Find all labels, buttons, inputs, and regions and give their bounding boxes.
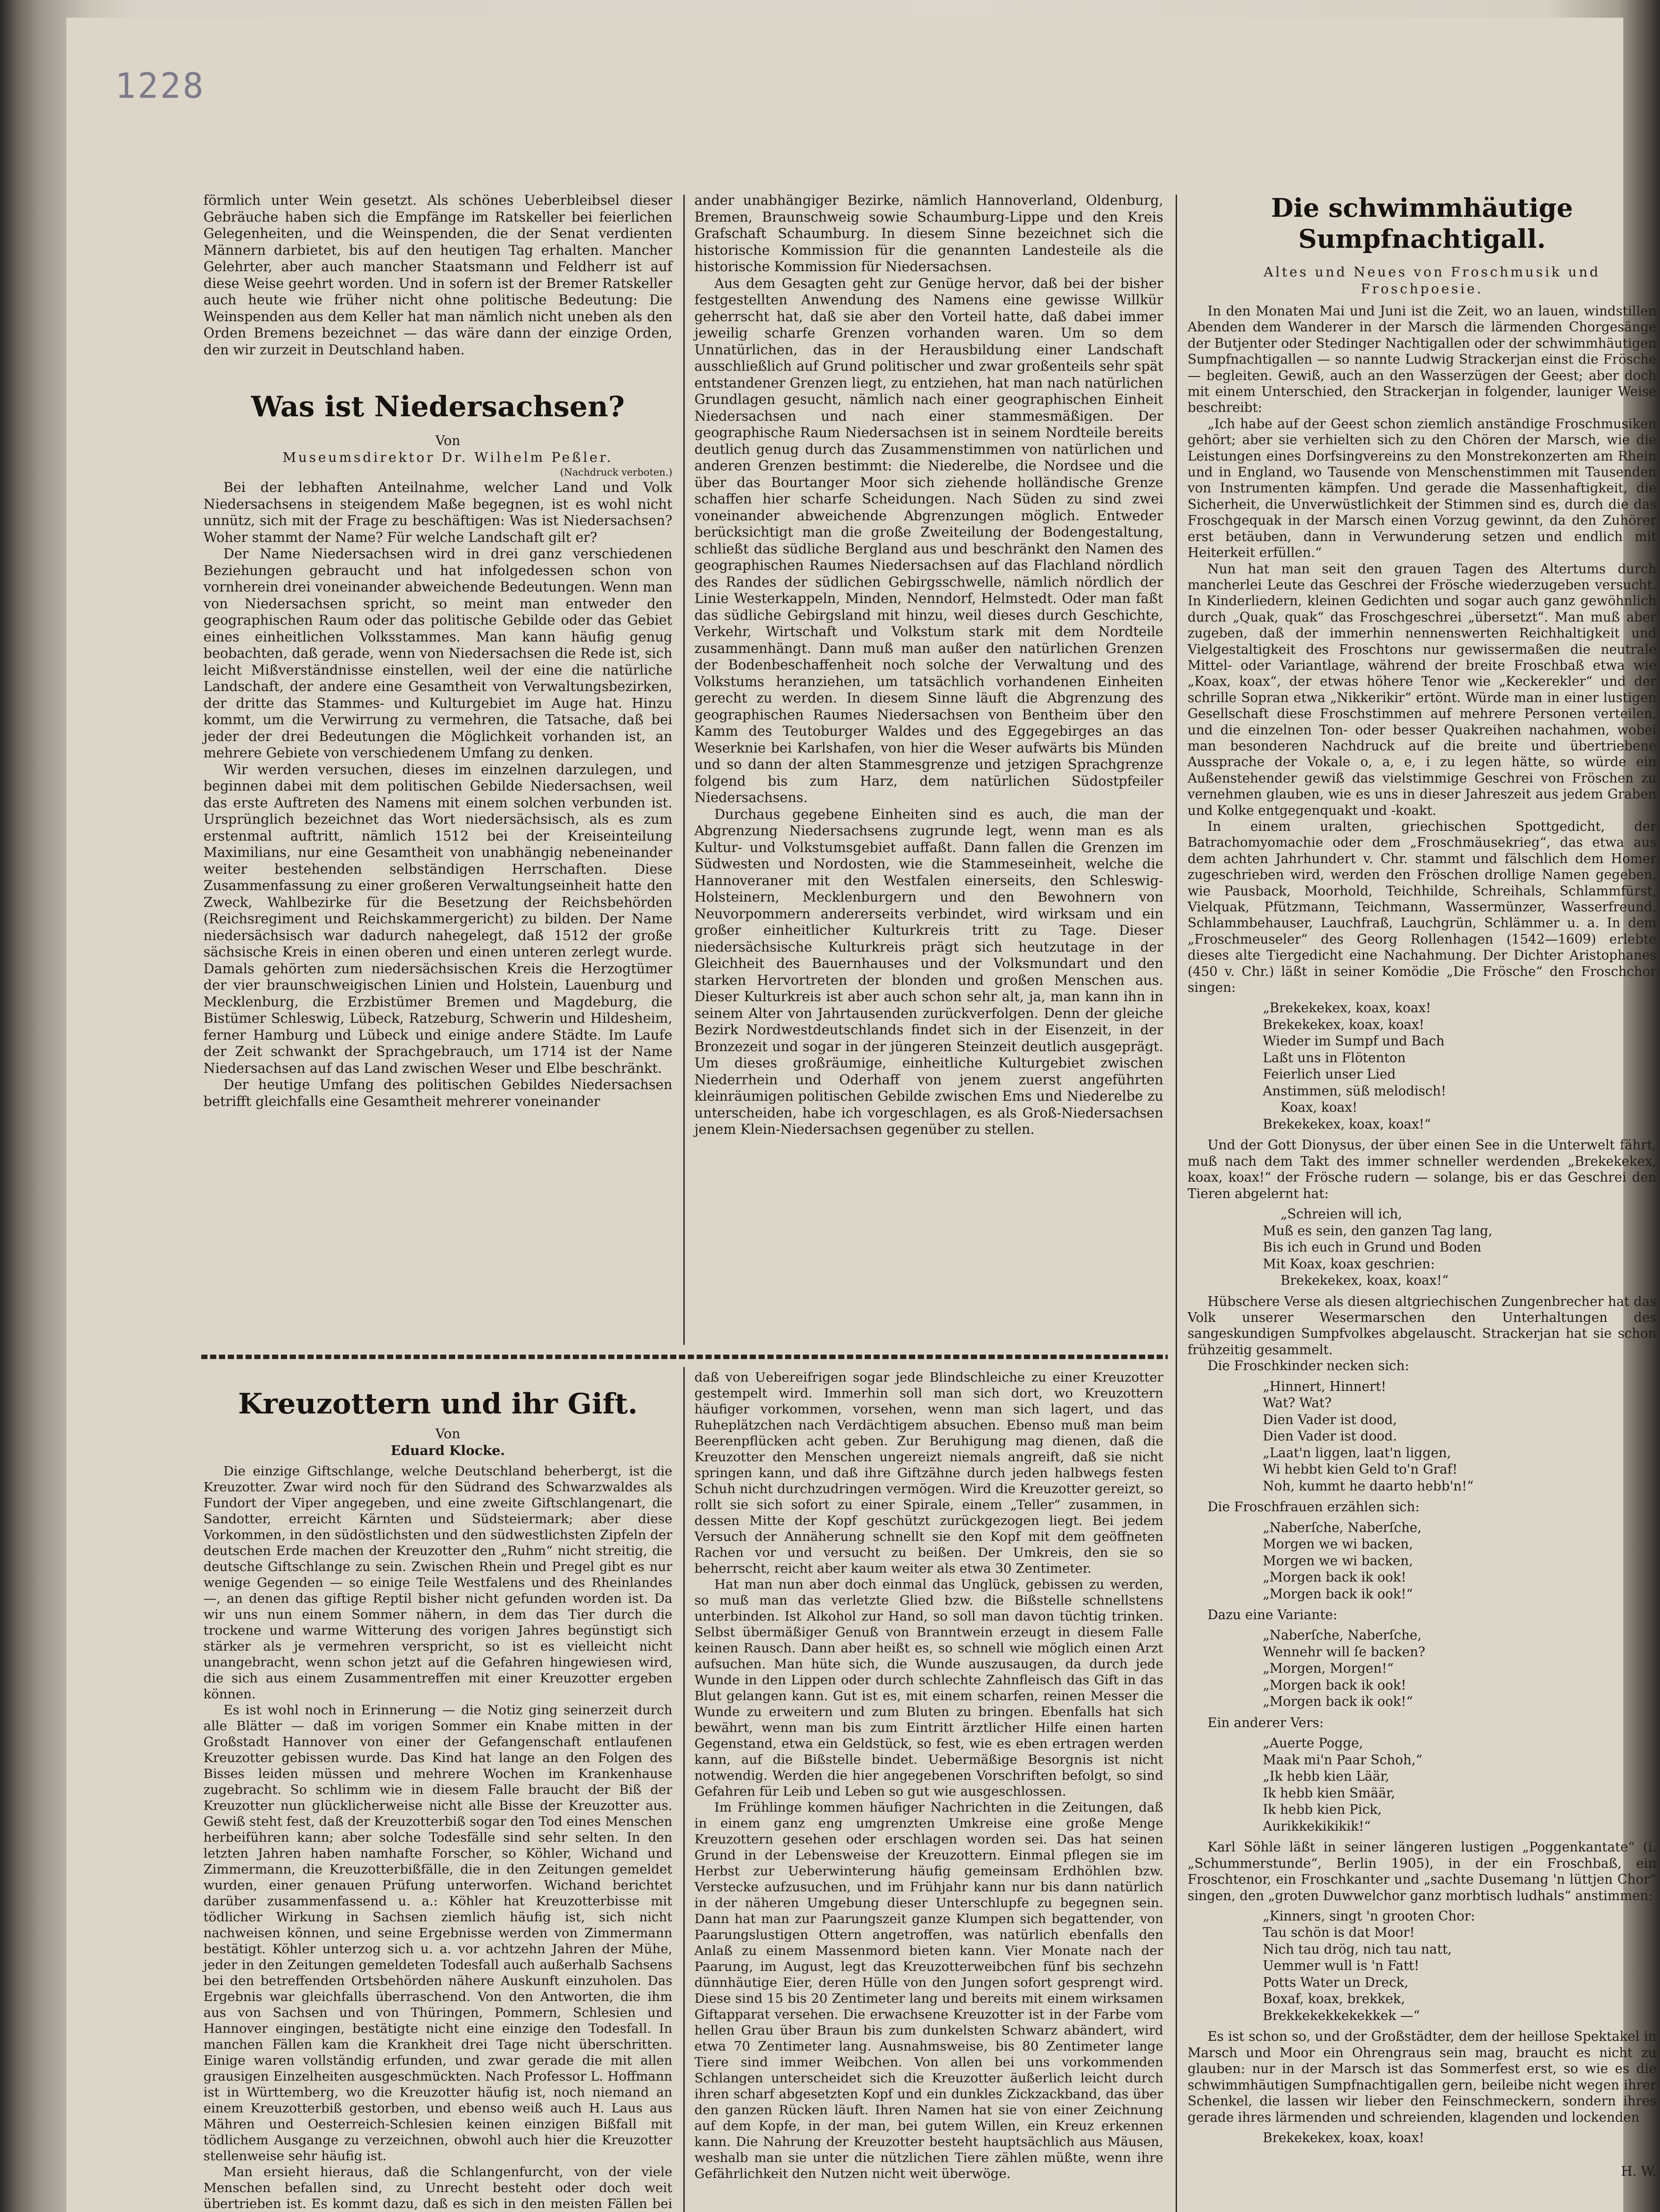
column-divider <box>683 195 685 1345</box>
paragraph: Dazu eine Variante: <box>1208 1607 1338 1623</box>
byline-author: Eduard Klocke. <box>391 1443 505 1459</box>
verse-line: Ik hebb kien Pick, <box>1263 1802 1382 1817</box>
verse-line: „Morgen back ik ook!“ <box>1263 1586 1413 1601</box>
verse-line: Wi hebbt kien Geld to'n Graf! <box>1263 1462 1458 1477</box>
paragraph: In den Monaten Mai und Juni ist die Zeit, wo an lauen, windstillen Abenden dem Wanderer in der Marsch die lärmenden Chorgesänge der Butjenter oder Stedinger Nachtigallen oder der schwimmhäutigen Sumpfnachtigallen — so nannte Ludwig Strackerjan einst die Frösche — begleiten. Gewiß, auch an den Wasserzügen der Geest; aber doch mit einem Unterschied, den Strackerjan in folgender, launiger Weise beschreibt: <box>1188 303 1656 415</box>
verse-line: Dien Vader ist dood, <box>1263 1412 1397 1427</box>
column-1 <box>203 192 672 1110</box>
verse-line: Dien Vader ist dood. <box>1263 1429 1397 1444</box>
verse-froschkinder <box>1263 1379 1656 1495</box>
intro-paragraph: förmlich unter Wein gesetzt. Als schönes Ueberbleibsel dieser Gebräuche haben sich die Empfänge im Ratskeller bei feierlichen Gelegenheiten, und die Weinspenden, die der Senat verdienten Männern darbietet, bis auf den heutigen Tag erhalten. Mancher Gelehrter, aber auch mancher Staatsmann und Feldherr ist auf diese Weise geehrt worden. Und in sofern ist der Bremer Ratskeller auch heute wie früher nicht ohne politische Bedeutung: Die Weinspenden aus dem Keller hat man nämlich nicht uneben als den Orden Bremens bezeichnet — das wäre dann der einzige Orden, den wir zurzeit in Deutschland haben. <box>203 193 672 358</box>
verse-line: Tau schön is dat Moor! <box>1263 1925 1415 1940</box>
paragraph: Die Froschkinder necken sich: <box>1208 1358 1409 1374</box>
verse-line: Ik hebb kien Smäär, <box>1263 1785 1395 1801</box>
paragraph: Im Frühlinge kommen häufiger Nachrichten in die Zeitungen, daß in einem ganz eng umgrenzten Umkreise eine große Menge Kreuzottern gesehen oder erschlagen worden sei. Das hat seinen Grund in der Lebensweise der Kreuzottern. Einmal pflegen sie im Herbst zur Ueberwinterung häufig gemeinsam Erdhöhlen bzw. Verstecke aufzusuchen, und im Frühjahr kann nur bis dann natürlich in der näheren Umgebung dieser Unterschlupfe zu begegnen sein. Dann hat man zur Paarungszeit ganze Klumpen sich begattender, von Paarungslustigen Ottern angetroffen, was natürlich ebenfalls den Anlaß zu einem Massenmord bieten kann. Vier Monate nach der Paarung, im August, legt das Kreuzotterweibchen fünf bis sechzehn dünnhäutige Eier, deren Hülle von den Jungen sofort gesprengt wird. Diese sind 15 bis 20 Zentimeter lang und bereits mit einem wirksamen Giftapparat versehen. Die erwachsene Kreuzotter ist in der Farbe vom hellen Grau über Braun bis zum dunkelsten Schwarz abändert, wird etwa 70 Zentimeter lang. Ausnahmsweise, bis 80 Zentimeter lange Tiere sind immer Weibchen. Von allen bei uns vorkommenden Schlangen unterscheidet sich die Kreuzotter äußerlich leicht durch ihren scharf abgesetzten Kopf und ein dunkles Zickzackband, das über den ganzen Rücken läuft. Ihren Namen hat sie von einer Zeichnung auf dem Kopfe, in der man, bei gutem Willen, ein Kreuz erkennen kann. Die Nahrung der Kreuzotter besteht hauptsächlich aus Mäusen, weshalb man sie unter die nützlichen Tiere zählen müßte, wenn ihre Gefährlichkeit den Nutzen nicht weit überwöge. <box>694 1800 1163 2181</box>
verse-line: Wieder im Sumpf und Bach <box>1263 1033 1445 1049</box>
verse-line: Anstimmen, süß melodisch! <box>1263 1083 1446 1098</box>
verse-line: Wennehr will ſe backen? <box>1263 1644 1426 1659</box>
verse-line: „Ik hebb kien Läär, <box>1263 1769 1389 1784</box>
column-divider <box>1176 195 1177 2212</box>
verse-line: Potts Water un Dreck, <box>1263 1974 1409 1990</box>
newspaper-page <box>66 18 1656 2212</box>
verse-line: „Auerte Pogge, <box>1263 1736 1363 1751</box>
verse-aristophanes <box>1263 1000 1656 1133</box>
paragraph: Ein anderer Vers: <box>1208 1715 1324 1730</box>
verse-line: Laßt uns in Flötenton <box>1263 1050 1406 1065</box>
reprint-note: (Nachdruck verboten.) <box>560 467 672 478</box>
verse-line: Wat? Wat? <box>1263 1395 1332 1411</box>
paragraph: In einem uralten, griechischen Spottgedicht, der Batrachomyomachie oder dem „Froschmäusekrieg“, das etwa aus dem achten Jahrhundert v. Chr. stammt und fälschlich dem Homer zugeschrieben wird, werden den Fröschen drollige Namen gegeben, wie Pausback, Moorhold, Teichhilde, Schreihals, Schlammfürst, Vielquak, Pfützmann, Teichmann, Wassermünzer, Wasserfreund, Schlammbehauser, Lauchfraß, Lauchgrün, Schlämmer u. a. In dem „Froschmeuseler“ des Georg Rollenhagen (1542—1609) erlebte dieses alte Tiergedicht eine Nachahmung. Der Dichter Aristophanes (450 v. Chr.) läßt in seiner Komödie „Die Frösche“ den Froschchor singen: <box>1188 819 1656 995</box>
verse-line: „Naberſche, Naberſche, <box>1263 1628 1422 1643</box>
article-subtitle: Altes und Neues von Froschmusik und Froschpoesie. <box>1263 265 1601 297</box>
verse-line: „Morgen back ik ook!“ <box>1263 1694 1413 1709</box>
paragraph: ander unabhängiger Bezirke, nämlich Hannoverland, Oldenburg, Bremen, Braunschweig sowie Schaumburg-Lippe und den Kreis Grafschaft Schaumburg. In diesem Sinne bezeichnet sich die historische Kommission für die genannten Landesteile als die historische Kommission für Niedersachsen. <box>694 193 1163 275</box>
article-title: Kreuzottern und ihr Gift. <box>238 1387 638 1421</box>
paragraph: Es ist schon so, und der Großstädter, dem der heillose Spektakel in Marsch und Moor ein Ohrengraus sein mag, braucht es nicht zu glauben: nur in der Marsch ist das Sommerfest erst, so wie es die schwimmhäutigen Sumpfnachtigallen gern, beileibe nicht wegen ihrer Schenkel, die lassen wir lieber den Feinschmeckern, sondern ihres gerade ihres lärmenden und schreienden, klagenden und lockenden <box>1188 2029 1656 2125</box>
page-number: 1228 <box>115 66 205 106</box>
verse-final <box>1263 2130 1656 2147</box>
verse-line: „Schreien will ich, <box>1280 1206 1403 1222</box>
paragraph: Man ersieht hieraus, daß die Schlangenfurcht, von der viele Menschen befallen sind, zu Unrecht besteht oder doch weit übertrieben ist. Es kommt dazu, daß es sich in den meisten Fällen bei <box>203 2164 672 2211</box>
paragraph: Karl Söhle läßt in seiner längeren lustigen „Poggenkantate“ (i. „Schummerstunde“, Berlin 1905), in der ein Froschbaß, ein Froschtenor, ein Froschkanter und „sachte Dusemang 'n lüttjen Chor“ singen, den „groten Duwwelchor ganz morbtisch ludhals“ anstimmen: <box>1188 1839 1656 1903</box>
paragraph: Nun hat man seit den grauen Tagen des Altertums durch mancherlei Leute das Geschrei der Frösche wiederzugeben versucht. In Kinderliedern, kleinen Gedichten und sogar auch ganz gewöhnlich durch „Quak, quak“ das Froschgeschrei „übersetzt“. Man muß aber zugeben, daß der immerhin nennenswerten Reichhaltigkeit und Vielgestaltigkeit des Froschtons nur gewissermaßen die neutrale Mittel- oder Variantlage, während der breite Froschbaß etwa wie „Koax, koax“, der etwas höhere Tenor wie „Keckerekler“ und der schrille Sopran etwa „Nikkerikir“ ertönt. Würde man in einer lustigen Gesellschaft diese Froschstimmen auf mehrere Personen verteilen, und die einzelnen Ton- oder besser Quakreihen nachahmen, wobei man besonderen Nachdruck auf die breite und übertriebene Aussprache der Vokale o, a, e, i zu legen hätte, so würde ein Außenstehender gewiß das vielstimmige Geschrei von Fröschen zu vernehmen glauben, wie es uns in dieser Jahreszeit aus jedem Graben und Kolke entgegenquakt und -koakt. <box>1188 561 1656 818</box>
verse-line: „Morgen back ik ook! <box>1263 1570 1407 1585</box>
verse-line: Brekkekekkekekkek —“ <box>1263 2008 1420 2023</box>
paragraph: Der Name Niedersachsen wird in drei ganz verschiedenen Beziehungen gebraucht und hat infolgedessen schon von vornherein drei voneinander abweichende Bedeutungen. Wenn man von Niedersachsen spricht, so meint man entweder den geographischen Raum oder das politische Gebilde oder das Gebiet eines einheitlichen Volksstammes. Man kann häufig genug beobachten, daß gerade, wenn von Niedersachsen die Rede ist, sich leicht Mißverständnisse einstellen, weil der eine die natürliche Landschaft, der andere eine Gesamtheit von Verwaltungsbezirken, der dritte das Stammes- und Kulturgebiet im Auge hat. Hinzu kommt, um die Verwirrung zu vermehren, die Tatsache, daß bei jeder der drei Bedeutungen die Möglichkeit vorhanden ist, an mehrere Gebiete von verschiedenem Umfang zu denken. <box>203 546 672 761</box>
verse-line: Muß es sein, den ganzen Tag lang, <box>1263 1223 1493 1238</box>
verse-line: Noh, kummt he daarto hebb'n!“ <box>1263 1478 1474 1494</box>
verse-line: „Brekekekex, koax, koax! <box>1263 1000 1431 1016</box>
verse-line: Boxaf, koax, brekkek, <box>1263 1991 1405 2007</box>
verse-line: Bis ich euch in Grund und Boden <box>1263 1240 1482 1255</box>
verse-line: Brekekekex, koax, koax! <box>1263 2130 1424 2145</box>
verse-line: „Naberſche, Naberſche, <box>1263 1520 1422 1535</box>
signature: H. W. <box>1621 2164 1656 2180</box>
verse-line: „Hinnert, Hinnert! <box>1263 1379 1387 1394</box>
paragraph: Hübschere Verse als diesen altgriechischen Zungenbrecher hat das Volk unserer Wesermarschen den Unterhaltungen des sangeskundigen Sumpfvolkes abgelauscht. Strackerjan hat sie schon frühzeitig gesammelt. <box>1188 1294 1656 1357</box>
column-divider <box>683 1367 685 2212</box>
column-3 <box>1188 192 1656 2180</box>
byline-author: Museumsdirektor Dr. Wilhelm Peßler. <box>282 450 613 465</box>
paragraph: Durchaus gegebene Einheiten sind es auch, die man der Abgrenzung Niedersachsens zugrunde legt, wenn man es als Kultur- und Volkstumsgebiet auffaßt. Dann fallen die Grenzen im Südwesten und Nordosten, wie die Stammeseinheit, welche die Hannoveraner mit den Westfalen einerseits, den Schleswig-Holsteinern, Mecklenburgern und den Bewohnern von Neuvorpommern andererseits verbindet, wird wirksam und ein großer einheitlicher Kulturkreis tritt zu Tage. Dieser niedersächsische Kulturkreis prägt sich heutzutage in der Gleichheit des Bauernhauses und der Volksmundart und den starken Hervortreten der blonden und großen Menschen aus. Dieser Kulturkreis ist aber auch schon sehr alt, ja, man kann ihn in seinem Alter von Jahrtausenden zurückverfolgen. Denn der gleiche Bezirk Nordwestdeutschlands findet sich in der Eisenzeit, in der Bronzezeit und sogar in der jüngeren Steinzeit deutlich ausgeprägt. Um dieses großräumige, einheitliche Kulturgebiet zwischen Niederrhein und Oderhaff von jenem zuerst angeführten kleinräumigen politischen Gebilde zwischen Ems und Niederelbe zu unterscheiden, habe ich vorgeschlagen, es als Groß-Niedersachsen jenem Klein-Niedersachsen gegenüber zu stellen. <box>694 806 1163 1137</box>
section-divider <box>201 1355 1168 1359</box>
verse-line: Morgen we wi backen, <box>1263 1553 1413 1568</box>
article-title: Die schwimmhäutige Sumpfnachtigall. <box>1271 193 1573 254</box>
paragraph: Der heutige Umfang des politischen Gebildes Niedersachsen betrifft gleichfalls eine Gesamtheit mehrerer voneinander <box>203 1077 672 1110</box>
verse-line: Uemmer wull is 'n Fatt! <box>1263 1958 1419 1974</box>
article-title: Was ist Niedersachsen? <box>251 390 625 423</box>
verse-line: Nich tau drög, nich tau natt, <box>1263 1941 1452 1957</box>
verse-line: Feierlich unser Lied <box>1263 1067 1396 1082</box>
paragraph: Hat man nun aber doch einmal das Unglück, gebissen zu werden, so muß man das verletzte Glied bzw. die Bißstelle schnellstens unterbinden. Ist Alkohol zur Hand, so soll man davon tüchtig trinken. Selbst übermäßiger Genuß von Branntwein erzeugt in diesem Falle keinen Rausch. Dann aber heißt es, so schnell wie möglich einen Arzt aufsuchen. Man hüte sich, die Wunde auszusaugen, da durch jede Wunde in den Lippen oder durch schlechte Zahnfleisch das Gift in das Blut gelangen kann. Gut ist es, mit einem scharfen, reinen Messer die Wunde zu erweitern und zum Bluten zu bringen. Ebenfalls hat sich bewährt, wenn man bis zum Eintritt ärztlicher Hilfe einen harten Gegenstand, etwa ein Geldstück, so fest, wie es eben ertragen werden kann, auf die Bißstelle bindet. Uebermäßige Besorgnis ist nicht notwendig. Werden die hier angegebenen Vorschriften befolgt, so sind Gefahren für Leib und Leben so gut wie ausgeschlossen. <box>694 1577 1163 1799</box>
paragraph: Und der Gott Dionysus, der über einen See in die Unterwelt fährt, muß nach dem Takt des immer schneller werdenden „Brekekekex, koax, koax!“ der Frösche rudern — solange, bis er das Geschrei den Tieren abgelernt hat: <box>1188 1137 1656 1201</box>
byline-von: Von <box>435 433 460 449</box>
verse-line: Aurikkekikikik!“ <box>1263 1818 1371 1834</box>
paragraph: „Ich habe auf der Geest schon ziemlich anständige Froschmusiken gehört; aber sie verhielten sich zu den Chören der Marsch, wie die Leistungen eines Dorfsingvereins zu den Monstrekonzerten am Rhein und in England, wo Tausende von Menschenstimmen mit Tausenden von Instrumenten kämpfen. Und gerade die Massenhaftigkeit, die Sicherheit, die Unverwüstlichkeit der Stimmen sind es, durch die das Froschgequak in der Marsch einen Vorzug gewinnt, da den Zuhörer erst betäuben, dann in Verwunderung setzen und endlich mit Heiterkeit erfüllen.“ <box>1188 416 1656 561</box>
verse-line: Brekekekex, koax, koax!“ <box>1263 1116 1431 1132</box>
verse-variante <box>1263 1627 1656 1710</box>
verse-line: Koax, koax! <box>1280 1100 1357 1115</box>
verse-dionysus <box>1263 1206 1656 1289</box>
paragraph: Die Froschfrauen erzählen sich: <box>1208 1499 1420 1515</box>
verse-line: „Laat'n liggen, laat'n liggen, <box>1263 1445 1451 1460</box>
column-2 <box>694 192 1163 1138</box>
verse-kinners <box>1263 1908 1656 2024</box>
verse-line: „Morgen back ik ook! <box>1263 1677 1407 1693</box>
paragraph: daß von Uebereifrigen sogar jede Blindschleiche zu einer Kreuzotter gestempelt wird. Immerhin soll man sich dort, wo Kreuzottern häufiger vorkommen, vorsehen, wenn man sich lagert, und das Ruheplätzchen nach Verdächtigem absuchen. Ebenso muß man beim Beerenpflücken acht geben. Zur Beruhigung mag dienen, daß die Kreuzotter den Menschen ungereizt niemals angreift, daß sie nicht springen kann, und daß ihre Giftzähne durch jeden halbwegs festen Schuh nicht durchzudringen vermögen. Wird die Kreuzotter gereizt, so rollt sie sich sofort zu einer Spirale, einem „Teller“ zusammen, in dessen Mitte der Kopf geschützt zurückgezogen liegt. Bei jedem Versuch der Annäherung schnellt sie den Kopf mit dem geöffneten Rachen vor und versucht zu beißen. Der Umkreis, den sie so beherrscht, reicht aber kaum weiter als etwa 30 Zentimeter. <box>694 1370 1163 1576</box>
paragraph: Aus dem Gesagten geht zur Genüge hervor, daß bei der bisher festgestellten Anwendung des Namens eine gewisse Willkür geherrscht hat, daß sie aber den Vorteil hatte, daß dabei immer jeweilig scharfe Grenzen vorhanden waren. Um so dem Unnatürlichen, das in der Herausbildung einer Landschaft ausschließlich auf Grund politischer und zwar großenteils sehr spät entstandener Grenzen liegt, zu entziehen, hat man nach natürlichen Grundlagen gesucht, nämlich nach einer geographischen Einheit Niedersachsen und nach einer stammesmäßigen. Der geographische Raum Niedersachsen ist in seinem Nordteile bereits deutlich genug durch das Zusammenstimmen von natürlichen und anderen Grenzen bestimmt: die Niederelbe, die Nordsee und die über das Bourtanger Moor sich ziehende holländische Grenze schaffen hier scharfe Scheidungen. Nach Süden zu sind zwei voneinander abweichende Abgrenzungen möglich. Entweder berücksichtigt man die große Zweiteilung der Bodengestaltung, schließt das südliche Bergland aus und beschränkt den Namen des geographischen Raumes Niedersachsen auf das Flachland nördlich des Randes der südlichen Gebirgsschwelle, nämlich nördlich der Linie Westerkappeln, Minden, Nenndorf, Helmstedt. Oder man faßt das südliche Gebirgsland mit hinzu, weil dieses durch Geschichte, Verkehr, Wirtschaft und Volkstum stark mit dem Nordteile zusammenhängt. Dann muß man außer den natürlichen Grenzen der Bodenbeschaffenheit noch solche der Verwaltung und des Volkstums heranziehen, um tatsächlich vorhandenen Einheiten gerecht zu werden. In diesem Sinne läuft die Abgrenzung des geographischen Raumes Niedersachsen von Bentheim über den Kamm des Teutoburger Waldes und des Eggegebirges an das Weserknie bei Karlshafen, von hier die Weser aufwärts bis Münden und so dann der alten Stammesgrenze und jetzigen Sprachgrenze folgend bis zum Harz, dem natürlichen Südostpfeiler Niedersachsens. <box>694 276 1163 806</box>
verse-line: „Kinners, singt 'n grooten Chor: <box>1263 1908 1475 1924</box>
verse-line: Maak mi'n Paar Schoh,“ <box>1263 1752 1422 1767</box>
verse-line: Brekekekex, koax, koax!“ <box>1280 1273 1449 1288</box>
verse-line: Morgen we wi backen, <box>1263 1536 1413 1552</box>
paragraph: Es ist wohl noch in Erinnerung — die Notiz ging seinerzeit durch alle Blätter — daß im vorigen Sommer ein Knabe mitten in der Großstadt Hannover von einer der Gefangenschaft entlaufenen Kreuzotter gebissen wurde. Das Kind hat lange an den Folgen des Bisses leiden müssen und mehrere Wochen im Krankenhause zugebracht. So schlimm wie in diesem Falle braucht der Biß der Kreuzotter nun glücklicherweise nicht alle Bisse der Kreuzotter aus. Gewiß steht fest, daß der Kreuzotterbiß sogar den Tod eines Menschen herbeiführen kann; aber solche Todesfälle sind sehr selten. In den letzten Jahren haben namhafte Forscher, so Köhler, Wichand und Zimmermann, die Kreuzotterbißfälle, die in den Zeitungen gemeldet wurden, einer genauen Prüfung unterworfen. Wichand berichtet darüber zusammenfassend u. a.: Köhler hat Kreuzotterbisse mit tödlicher Wirkung in Sachsen ziemlich häufig ist, sich nicht nachweisen können, und seine Ergebnisse werden von Zimmermann bestätigt. Köhler unterzog sich u. a. vor achtzehn Jahren der Mühe, jeder in den Zeitungen gemeldeten Todesfall auch außerhalb Sachsens bei den betreffenden Ortsbehörden nähere Auskunft einzuholen. Das Ergebnis war gleichfalls überraschend. Von den Antworten, die ihm aus von Sachsen und von Thüringen, Pommern, Schlesien und Hannover eingingen, bestätigte nicht eine einzige den Todesfall. In manchen Fällen kam die Krankheit drei Tage nicht überschritten. Einige waren vollständig erfunden, und zwar gerade die mit allen grausigen Einzelheiten ausgeschmückten. Nach Professor L. Hoffmann ist in Württemberg, wo die Kreuzotter häufig ist, noch niemand an einem Kreuzotterbiß gestorben, und ebenso weiß auch H. Laus aus Mähren und Oesterreich-Schlesien keinen einzigen Bißfall mit tödlichem Ausgange zu verzeichnen, obwohl auch hier die Kreuzotter stellenweise sehr häufig ist. <box>203 1702 672 2163</box>
verse-froschfrauen <box>1263 1520 1656 1603</box>
paragraph: Die einzige Giftschlange, welche Deutschland beherbergt, ist die Kreuzotter. Zwar wird noch für den Südrand des Schwarzwaldes als Fundort der Viper angegeben, und eine zweite Giftschlangenart, die Sandotter, erreicht Kärnten und Südsteiermark; aber diese Vorkommen, in den südöstlichsten und den südwestlichsten Zipfeln der deutschen Erde machen der Kreuzotter den „Ruhm“ nicht streitig, die deutsche Giftschlange zu sein. Zwischen Rhein und Pregel gibt es nur wenige Gegenden — so einige Teile Westfalens und des Rheinlandes —, an denen das giftige Reptil bisher nicht gefunden worden ist. Da wir uns nun einem Sommer nähern, in dem das Tier durch die trockene und warme Witterung des vorigen Jahres begünstigt sich stärker als je vermehren verspricht, so ist es vielleicht nicht unangebracht, wenn schon jetzt auf die Gefahren hingewiesen wird, die sich aus einem Zusammentreffen mit einer Kreuzotter ergeben können. <box>203 1463 672 1701</box>
kreuzottern-column-right <box>694 1369 1163 2181</box>
paragraph: Wir werden versuchen, dieses im einzelnen darzulegen, und beginnen dabei mit dem politischen Gebilde Niedersachsen, weil das erste Auftreten des Namens mit einem solchen verbunden ist. Ursprünglich bezeichnet das Wort niedersächsisch, als es zum erstenmal auftritt, nämlich 1512 bei der Kreiseinteilung Maximilians, nur eine Gesamtheit von unabhängig nebeneinander weiter bestehenden selbständigen Herrschaften. Diese Zusammenfassung zu einer großeren Verwaltungseinheit hatte den Zweck, Wahlbezirke für die Besetzung der Reichsbehörden (Reichsregiment und Reichskammergericht) zu bilden. Der Name niedersächsisch war dadurch nahegelegt, daß 1512 der große sächsische Kreis in einen oberen und einen unteren zerlegt wurde. Damals gehörten zum niedersächsischen Kreis die Herzogtümer der vier braunschweigischen Linien und Holstein, Lauenburg und Mecklenburg, die Erzbistümer Bremen und Magdeburg, die Bistümer Schleswig, Lübeck, Ratzeburg, Schwerin und Hildesheim, ferner Hamburg und Lübeck und einige andere Städte. Im Laufe der Zeit schwankt der Sprachgebrauch, um 1714 ist der Name Niedersachsen auf das Land zwischen Weser und Elbe beschränkt. <box>203 762 672 1076</box>
verse-pogge <box>1263 1735 1656 1835</box>
byline-von: Von <box>435 1426 460 1442</box>
paragraph: Bei der lebhaften Anteilnahme, welcher Land und Volk Niedersachsens in steigendem Maße begegnen, ist es wohl nicht unnütz, sich mit der Frage zu beschäftigen: Was ist Niedersachsen? Woher stammt der Name? Für welche Landschaft gilt er? <box>203 480 672 545</box>
verse-line: Brekekekex, koax, koax! <box>1263 1017 1424 1032</box>
kreuzottern-column-left <box>203 1378 672 2212</box>
verse-line: „Morgen, Morgen!“ <box>1263 1661 1394 1676</box>
verse-line: Mit Koax, koax geschrien: <box>1263 1256 1435 1271</box>
